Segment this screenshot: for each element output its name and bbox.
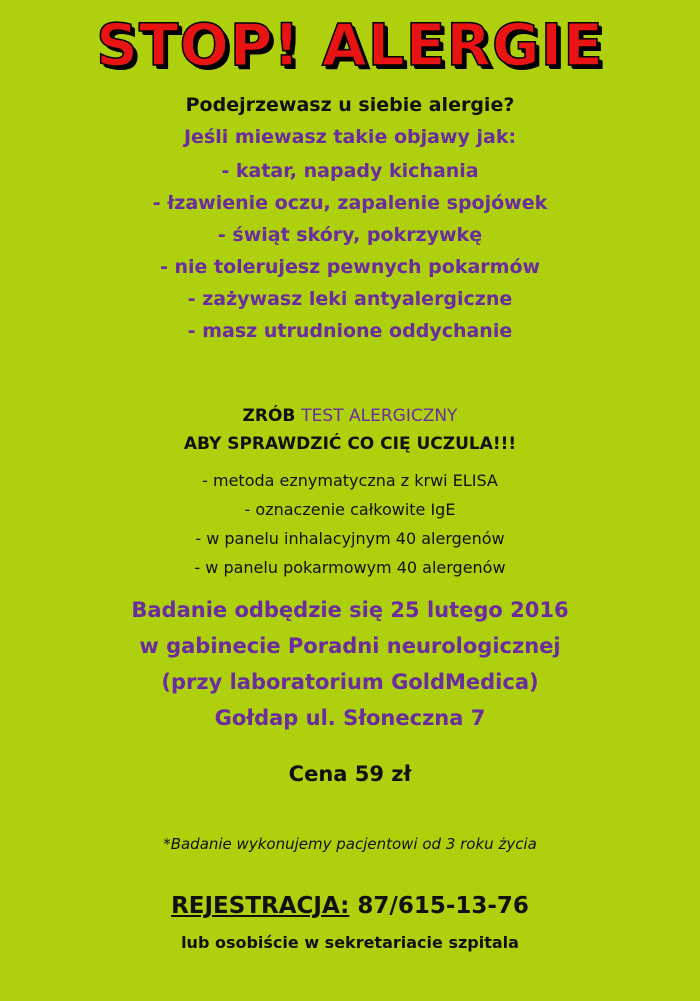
cta-prefix: ZRÓB [242, 406, 296, 426]
poster-title: STOP! ALERGIE [96, 11, 604, 79]
registration-in-person: lub osobiście w sekretariacie szpitala [181, 933, 519, 952]
symptoms-intro: Jeśli miewasz takie objawy jak: [183, 126, 517, 148]
method-item: - w panelu pokarmowym 40 alergenów [194, 558, 506, 577]
method-item: - metoda eznymatyczna z krwi ELISA [202, 471, 498, 490]
symptom-item: - nie tolerujesz pewnych pokarmów [159, 256, 541, 278]
question-line: Podejrzewasz u siebie alergie? [185, 94, 515, 116]
registration-phone: 87/615-13-76 [357, 893, 529, 919]
cta-highlight: TEST ALERGICZNY [301, 406, 458, 426]
exam-lab-line: (przy laboratorium GoldMedica) [161, 670, 539, 694]
exam-address-line: Gołdap ul. Słoneczna 7 [214, 706, 486, 730]
symptom-item: - masz utrudnione oddychanie [187, 320, 513, 342]
symptom-item: - zażywasz leki antyalergiczne [187, 288, 513, 310]
registration-line [0, 893, 700, 919]
price-label: Cena 59 zł [288, 762, 412, 786]
symptom-item: - łzawienie oczu, zapalenie spojówek [152, 192, 548, 214]
symptom-item: - świąt skóry, pokrzywkę [217, 224, 483, 246]
age-note: *Badanie wykonujemy pacjentowi od 3 roku życia [163, 835, 537, 853]
method-item: - oznaczenie całkowite IgE [244, 500, 456, 519]
exam-place-line: w gabinecie Poradni neurologicznej [139, 634, 561, 658]
exam-date-line: Badanie odbędzie się 25 lutego 2016 [131, 598, 569, 622]
cta-subline: ABY SPRAWDZIĆ CO CIĘ UCZULA!!! [183, 434, 517, 454]
method-item: - w panelu inhalacyjnym 40 alergenów [195, 529, 505, 548]
symptom-item: - katar, napady kichania [221, 160, 479, 182]
registration-label: REJESTRACJA: [171, 893, 350, 919]
cta-line [0, 406, 700, 426]
